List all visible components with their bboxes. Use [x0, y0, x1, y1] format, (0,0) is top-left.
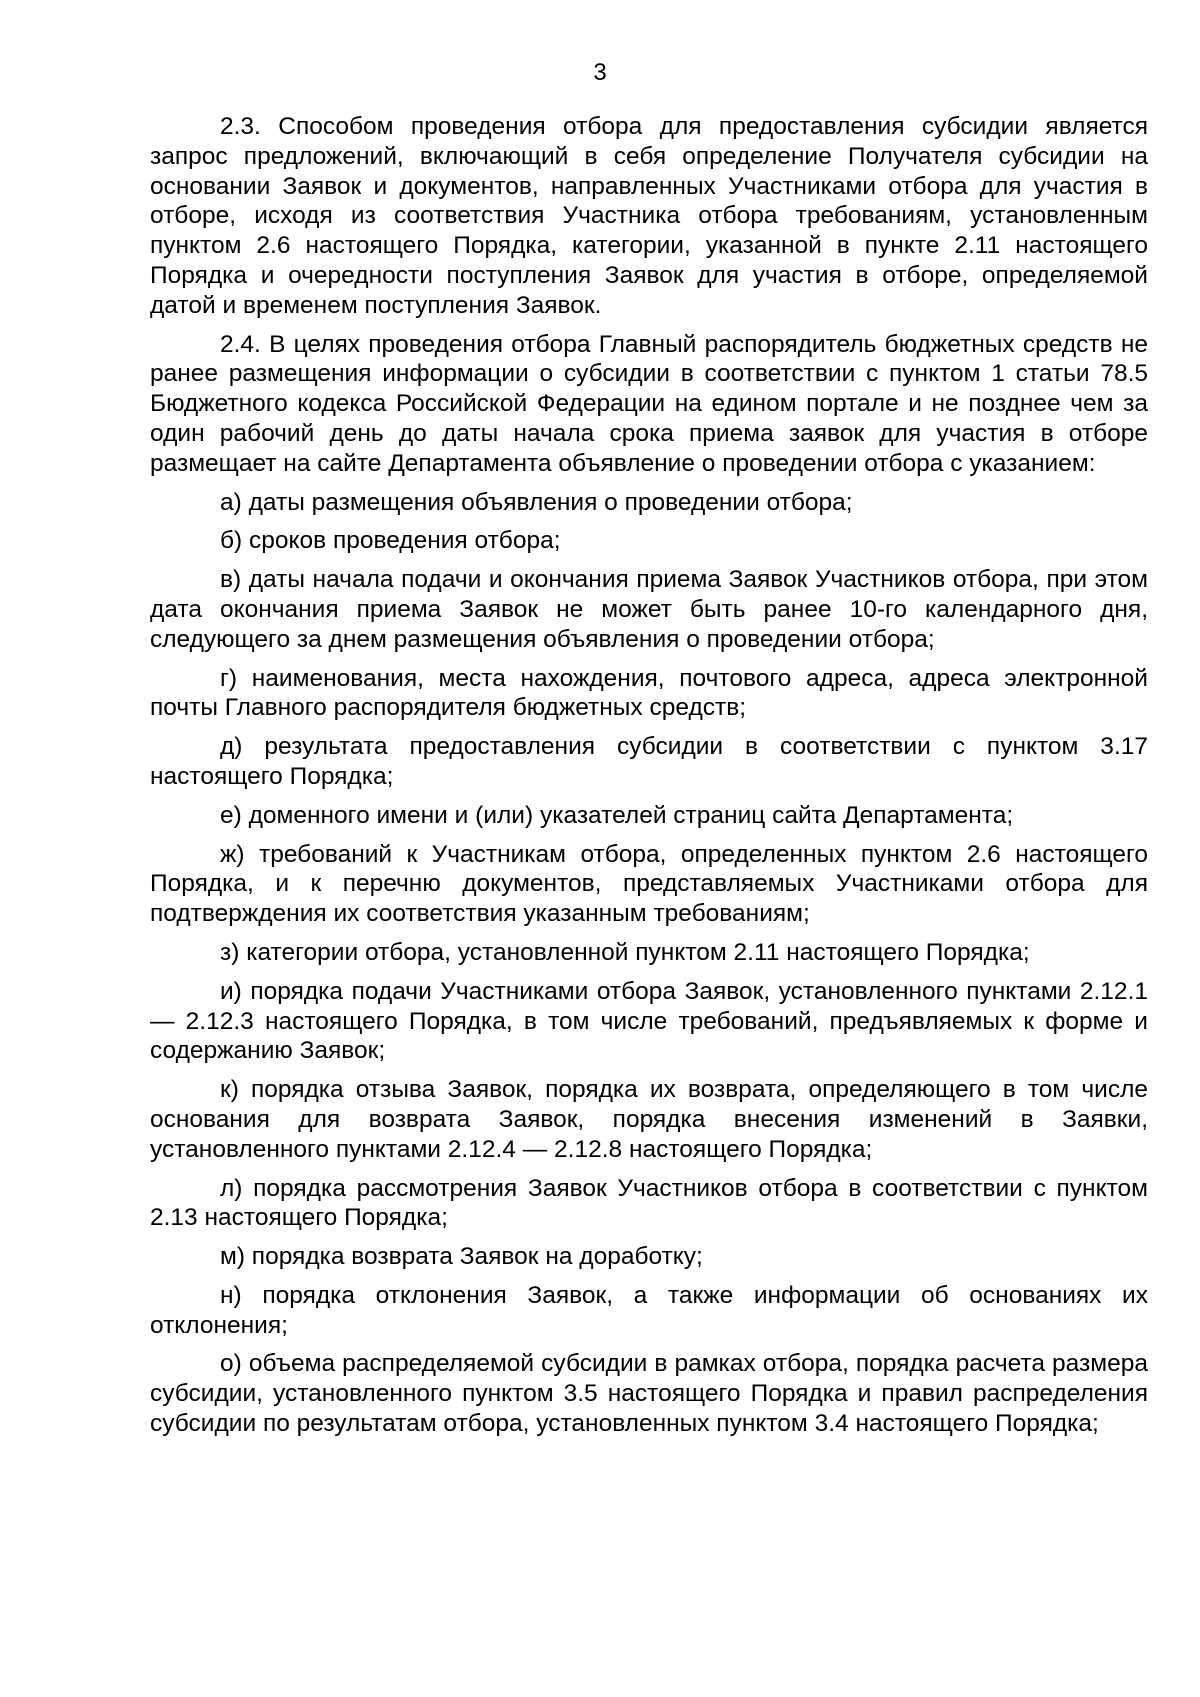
list-item-g: г) наименования, места нахождения, почтового адреса, адреса электронной почты Главного распорядителя бюджетных средств; — [150, 664, 1148, 722]
document-body — [150, 112, 1148, 1448]
list-item-e: е) доменного имени и (или) указателей страниц сайта Департамента; — [220, 801, 1014, 829]
list-item-b: б) сроков проведения отбора; — [220, 527, 561, 555]
list-item-k: к) порядка отзыва Заявок, порядка их возврата, определяющего в том числе основания для возврата Заявок, порядка внесения изменений в Заявки, установленного пунктами 2.12.4 — 2.12.8 настоящего Порядка; — [150, 1076, 1148, 1163]
paragraph-2-4: 2.4. В целях проведения отбора Главный распорядитель бюджетных средств не ранее размещения информации о субсидии в соответствии с пунктом 1 статьи 78.5 Бюджетного кодекса Российской Федерации на едином портале и не позднее чем за один рабочий день до даты начала срока приема заявок для участия в отборе размещает на сайте Департамента объявление о проведении отбора с указанием: — [150, 330, 1148, 477]
list-item-o: о) объема распределяемой субсидии в рамках отбора, порядка расчета размера субсидии, установленного пунктом 3.5 настоящего Порядка и правил распределения субсидии по результатам отбора, установленных пунктом 3.4 настоящего Порядка; — [150, 1350, 1148, 1438]
list-item-zh: ж) требований к Участникам отбора, определенных пунктом 2.6 настоящего Порядка, и к перечню документов, представляемых Участниками отбора для подтверждения их соответствия указанным требованиям; — [150, 840, 1148, 928]
list-item-n: н) порядка отклонения Заявок, а также информации об основаниях их отклонения; — [150, 1281, 1148, 1339]
list-item-m: м) порядка возврата Заявок на доработку; — [220, 1243, 703, 1271]
paragraph-2-3: 2.3. Способом проведения отбора для предоставления субсидии является запрос предложений, включающий в себя определение Получателя субсидии на основании Заявок и документов, направленных Участниками отбора для участия в отборе, исходя из соответствия Участника отбора требованиям, установленным пунктом 2.6 настоящего Порядка, категории, указанной в пункте 2.11 настоящего Порядка и очередности поступления Заявок для участия в отборе, определяемой датой и временем поступления Заявок. — [150, 113, 1148, 319]
list-item-v: в) даты начала подачи и окончания приема Заявок Участников отбора, при этом дата окончания приема Заявок не может быть ранее 10-го календарного дня, следующего за днем размещения объявления о проведении отбора; — [150, 566, 1148, 653]
list-item-i: и) порядка подачи Участниками отбора Заявок, установленного пунктами 2.12.1 — 2.12.3 настоящего Порядка, в том числе требований, предъявляемых к форме и содержанию Заявок; — [150, 977, 1148, 1065]
list-item-a: а) даты размещения объявления о проведении отбора; — [220, 488, 853, 516]
list-item-d: д) результата предоставления субсидии в соответствии с пунктом 3.17 настоящего Порядка; — [150, 733, 1148, 790]
page-number: 3 — [593, 59, 607, 86]
list-item-l: л) порядка рассмотрения Заявок Участников отбора в соответствии с пунктом 2.13 настоящего Порядка; — [150, 1174, 1148, 1232]
list-item-z: з) категории отбора, установленной пунктом 2.11 настоящего Порядка; — [220, 938, 1030, 966]
